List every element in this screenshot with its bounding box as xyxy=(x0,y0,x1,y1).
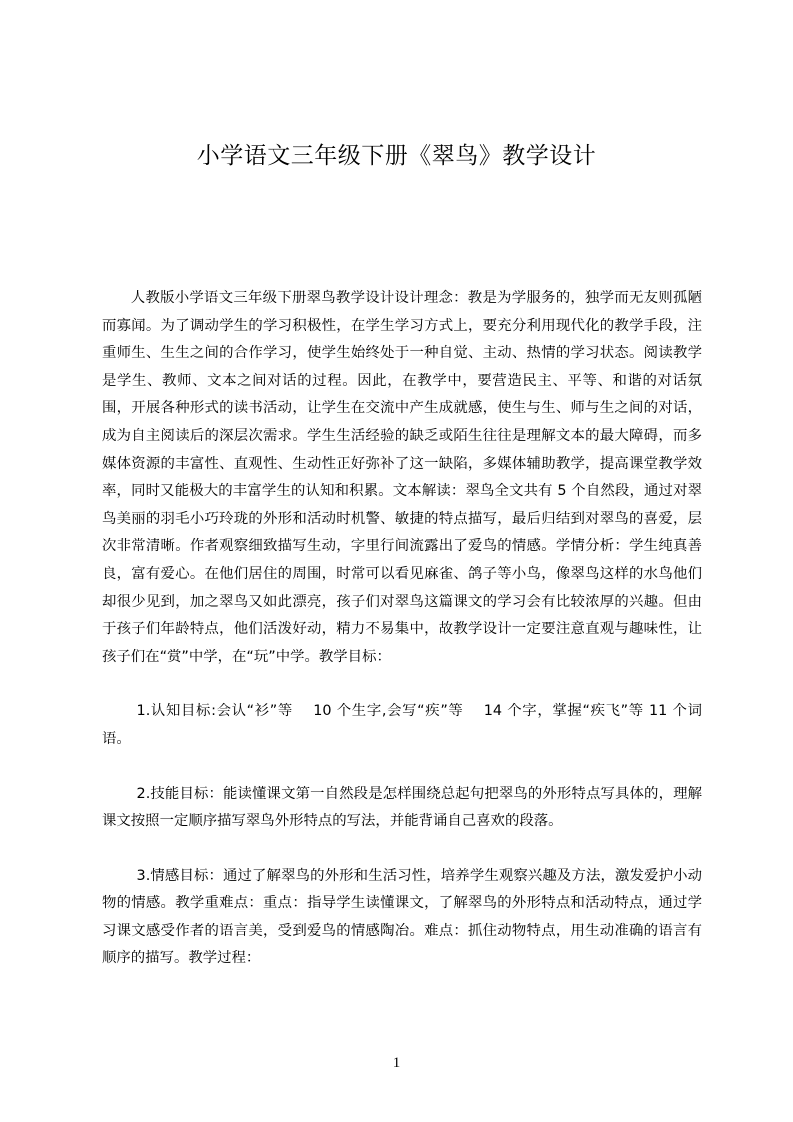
paragraph-cognitive-goal: 1.认知目标:会认“衫”等 10 个生字,会写“疾”等 14 个字，掌握“疾飞”等 11 个词语。 xyxy=(102,703,702,747)
paragraph-gap xyxy=(102,836,702,863)
paragraph-gap xyxy=(102,671,702,698)
document-title: 小学语文三年级下册《翠鸟》教学设计 xyxy=(196,143,597,169)
paragraph-gap xyxy=(102,754,702,781)
document-body xyxy=(102,285,702,973)
paragraph-emotion-goal: 3.情感目标：通过了解翠鸟的外形和生活习性，培养学生观察兴趣及方法，激发爱护小动物的情感。教学重难点：重点：指导学生读懂课文，了解翠鸟的外形特点和活动特点，通过学习课文感受作者的语言美，受到爱鸟的情感陶冶。难点：抓住动物特点，用生动准确的语言有顺序的描写。教学过程： xyxy=(102,867,702,967)
page-number: 1 xyxy=(392,1055,401,1071)
paragraph-intro: 人教版小学语文三年级下册翠鸟教学设计设计理念：教是为学服务的，独学而无友则孤陋而寡闻。为了调动学生的学习积极性，在学生学习方式上，要充分利用现代化的教学手段，注重师生、生生之间的合作学习，使学生始终处于一种自觉、主动、热情的学习状态。阅读教学是学生、教师、文本之间对话的过程。因此，在教学中，要营造民主、平等、和谐的对话氛围，开展各种形式的读书活动，让学生在交流中产生成就感，使生与生、师与生之间的对话，成为自主阅读后的深层次需求。学生生活经验的缺乏或陌生往往是理解文本的最大障碍，而多媒体资源的丰富性、直观性、生动性正好弥补了这一缺陷，多媒体辅助教学，提高课堂教学效率，同时又能极大的丰富学生的认知和积累。文本解读：翠鸟全文共有 5 个自然段，通过对翠鸟美丽的羽毛小巧玲珑的外形和活动时机警、敏捷的特点描写，最后归结到对翠鸟的喜爱，层次非常清晰。作者观察细致描写生动，字里行间流露出了爱鸟的情感。学情分析：学生纯真善良，富有爱心。在他们居住的周围，时常可以看见麻雀、鸽子等小鸟，像翠鸟这样的水鸟他们却很少见到，加之翠鸟又如此漂亮，孩子们对翠鸟这篇课文的学习会有比较浓厚的兴趣。但由于孩子们年龄特点，他们活泼好动，精力不易集中，故教学设计一定要注意直观与趣味性，让孩子们在“赏”中学，在“玩”中学。教学目标： xyxy=(102,290,702,665)
paragraph-skill-goal: 2.技能目标：能读懂课文第一自然段是怎样围绕总起句把翠鸟的外形特点写具体的，理解课文按照一定顺序描写翠鸟外形特点的写法，并能背诵自己喜欢的段落。 xyxy=(102,785,702,830)
